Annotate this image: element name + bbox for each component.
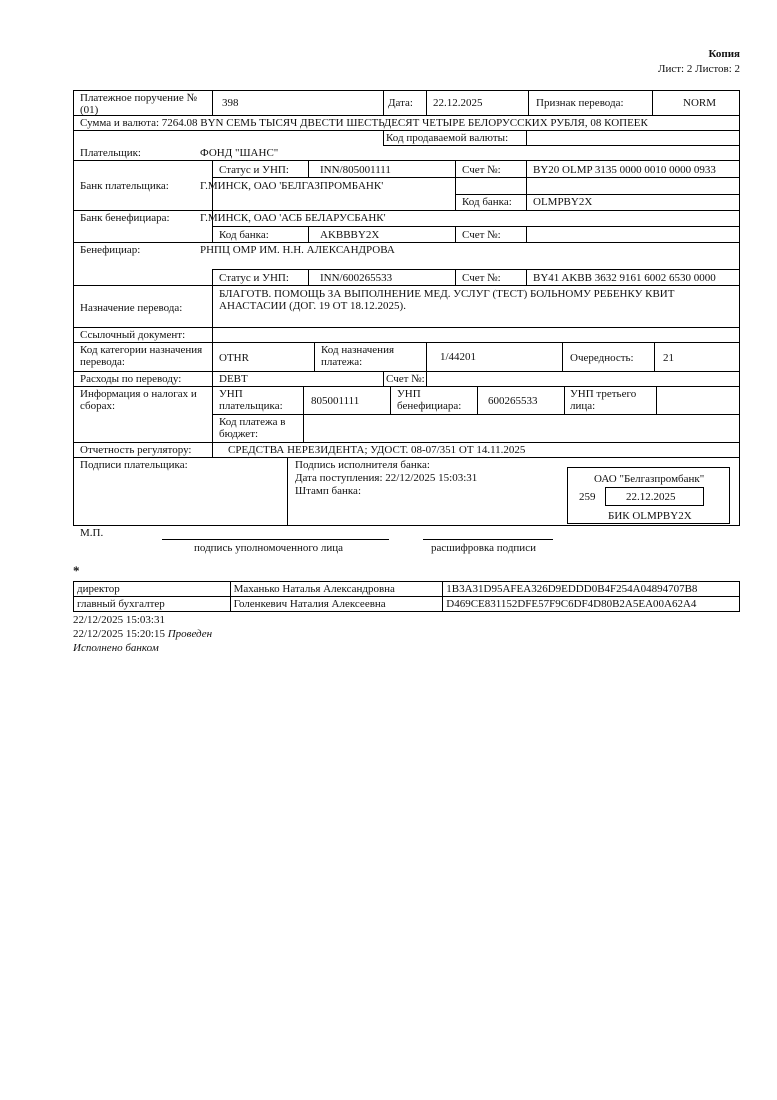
- signer-hash: D469CE831152DFE57F9C6DF4D80B2A5EA00A62A4: [443, 597, 740, 612]
- payment-purpose-code-label: Код назначения платежа:: [321, 344, 395, 368]
- payer-name: ФОНД "ШАНС": [200, 147, 279, 159]
- signer-role: главный бухгалтер: [74, 597, 231, 612]
- beneficiary-unp: INN/600265533: [320, 272, 393, 284]
- payer-bank-label: Банк плательщика:: [80, 180, 169, 192]
- sheet-info: Лист: 2 Листов: 2: [658, 63, 740, 75]
- beneficiary-bank: Г.МИНСК, ОАО 'АСБ БЕЛАРУСБАНК': [200, 212, 386, 224]
- stamp-date-box: [605, 487, 704, 506]
- beneficiary-bank-label: Банк бенефициара:: [80, 212, 170, 224]
- payment-purpose-code: 1/44201: [440, 351, 477, 363]
- executed-by-bank: Исполнено банком: [73, 642, 159, 654]
- bank-stamp-label: Штамп банка:: [295, 485, 361, 497]
- signers-table: [73, 581, 740, 612]
- beneficiary-account: BY41 AKBB 3632 9161 6002 6530 0000: [533, 272, 716, 284]
- stamp-code: 259: [579, 491, 596, 503]
- beneficiary-name: РНПЦ ОМР ИМ. Н.Н. АЛЕКСАНДРОВА: [200, 244, 395, 256]
- purpose-label: Назначение перевода:: [80, 302, 183, 314]
- table-row: [74, 597, 740, 612]
- beneficiary-bank-account-label: Счет №:: [462, 229, 501, 241]
- payer-account-label: Счет №:: [462, 164, 501, 176]
- beneficiary-bank-code-label: Код банка:: [219, 229, 269, 241]
- signer-hash: 1B3A31D95AFEA326D9EDDD0B4F254A04894707B8: [443, 582, 740, 597]
- priority: 21: [663, 352, 674, 364]
- stamp-bik: БИК OLMPBY2X: [608, 510, 692, 522]
- table-row: [74, 582, 740, 597]
- order-number: 398: [222, 97, 239, 109]
- bank-stamp: [567, 467, 730, 524]
- payer-unp-label: УНП плательщика:: [219, 388, 283, 412]
- expenses-label: Расходы по переводу:: [80, 373, 182, 385]
- signer-name: Маханько Наталья Александровна: [230, 582, 443, 597]
- beneficiary-bank-code: AKBBBY2X: [320, 229, 380, 241]
- payer-bank: Г.МИНСК, ОАО 'БЕЛГАЗПРОМБАНК': [200, 180, 384, 192]
- payer-bank-code-label: Код банка:: [462, 196, 512, 208]
- expenses-account-label: Счет №:: [386, 373, 425, 385]
- signature-decode-line: [423, 539, 553, 540]
- transfer-sign-label: Признак перевода:: [536, 97, 624, 109]
- beneficiary-unp-value: 600265533: [488, 395, 538, 407]
- payer-unp: INN/805001111: [320, 164, 391, 176]
- signer-name: Голенкевич Наталия Алексеевна: [230, 597, 443, 612]
- payer-signatures-label: Подписи плательщика:: [80, 459, 188, 471]
- order-date: 22.12.2025: [433, 97, 483, 109]
- status-conducted: Проведен: [167, 628, 213, 640]
- date-label: Дата:: [388, 97, 413, 109]
- authorized-signature-label: подпись уполномоченного лица: [194, 542, 343, 554]
- signer-role: директор: [74, 582, 231, 597]
- payer-status-unp-label: Статус и УНП:: [219, 164, 289, 176]
- payer-bank-code: OLMPBY2X: [533, 196, 593, 208]
- category-code: OTHR: [219, 352, 249, 364]
- timestamp-2: 22/12/2025 15:20:15: [73, 628, 165, 640]
- receipt-date-label: Дата поступления: 22/12/2025 15:03:31: [295, 472, 478, 484]
- category-code-label: Код категории назначения перевода:: [80, 344, 203, 368]
- payer-unp-value: 805001111: [311, 395, 360, 407]
- payer-account: BY20 OLMP 3135 0000 0010 0000 0933: [533, 164, 716, 176]
- ref-doc-label: Ссылочный документ:: [80, 329, 186, 341]
- timestamp-2-line: [73, 628, 212, 640]
- order-title-label: Платежное поручение № (01): [80, 92, 198, 116]
- stamp-bank-name: ОАО "Белгазпромбанк": [594, 473, 705, 485]
- mp-label: М.П.: [80, 527, 104, 539]
- transfer-sign: NORM: [683, 97, 717, 109]
- signature-decode-label: расшифровка подписи: [431, 542, 536, 554]
- expenses: DEBT: [219, 373, 248, 385]
- beneficiary-label: Бенефициар:: [80, 244, 141, 256]
- executor-signature-label: Подпись исполнителя банка:: [295, 459, 430, 471]
- priority-label: Очередность:: [570, 352, 634, 364]
- sold-currency-label: Код продаваемой валюты:: [386, 132, 509, 144]
- beneficiary-account-label: Счет №:: [462, 272, 501, 284]
- third-party-unp-label: УНП третьего лица:: [570, 388, 637, 412]
- asterisk-mark: *: [73, 563, 80, 578]
- stamp-date: 22.12.2025: [626, 491, 676, 503]
- purpose-text: БЛАГОТВ. ПОМОЩЬ ЗА ВЫПОЛНЕНИЕ МЕД. УСЛУГ (ТЕСТ) БОЛЬНОМУ РЕБЕНКУ КВИТ АНАСТАСИИ (ДОГ. 19 ОТ 18.12.2025).: [219, 288, 675, 312]
- copy-label: Копия: [708, 48, 740, 60]
- payer-label: Плательщик:: [80, 147, 141, 159]
- regulator-label: Отчетность регулятору:: [80, 444, 192, 456]
- timestamp-1: 22/12/2025 15:03:31: [73, 614, 165, 626]
- regulator: СРЕДСТВА НЕРЕЗИДЕНТА; УДОСТ. 08-07/351 ОТ 14.11.2025: [228, 444, 526, 456]
- beneficiary-status-unp-label: Статус и УНП:: [219, 272, 289, 284]
- authorized-signature-line: [162, 539, 389, 540]
- tax-info-label: Информация о налогах и сборах:: [80, 388, 197, 412]
- beneficiary-unp-label: УНП бенефициара:: [397, 388, 462, 412]
- amount-line: Сумма и валюта: 7264.08 BYN СЕМЬ ТЫСЯЧ ДВЕСТИ ШЕСТЬДЕСЯТ ЧЕТЫРЕ БЕЛОРУССКИХ РУБЛЯ, 08 КОПЕЕК: [80, 117, 648, 129]
- budget-code-label: Код платежа в бюджет:: [219, 416, 286, 440]
